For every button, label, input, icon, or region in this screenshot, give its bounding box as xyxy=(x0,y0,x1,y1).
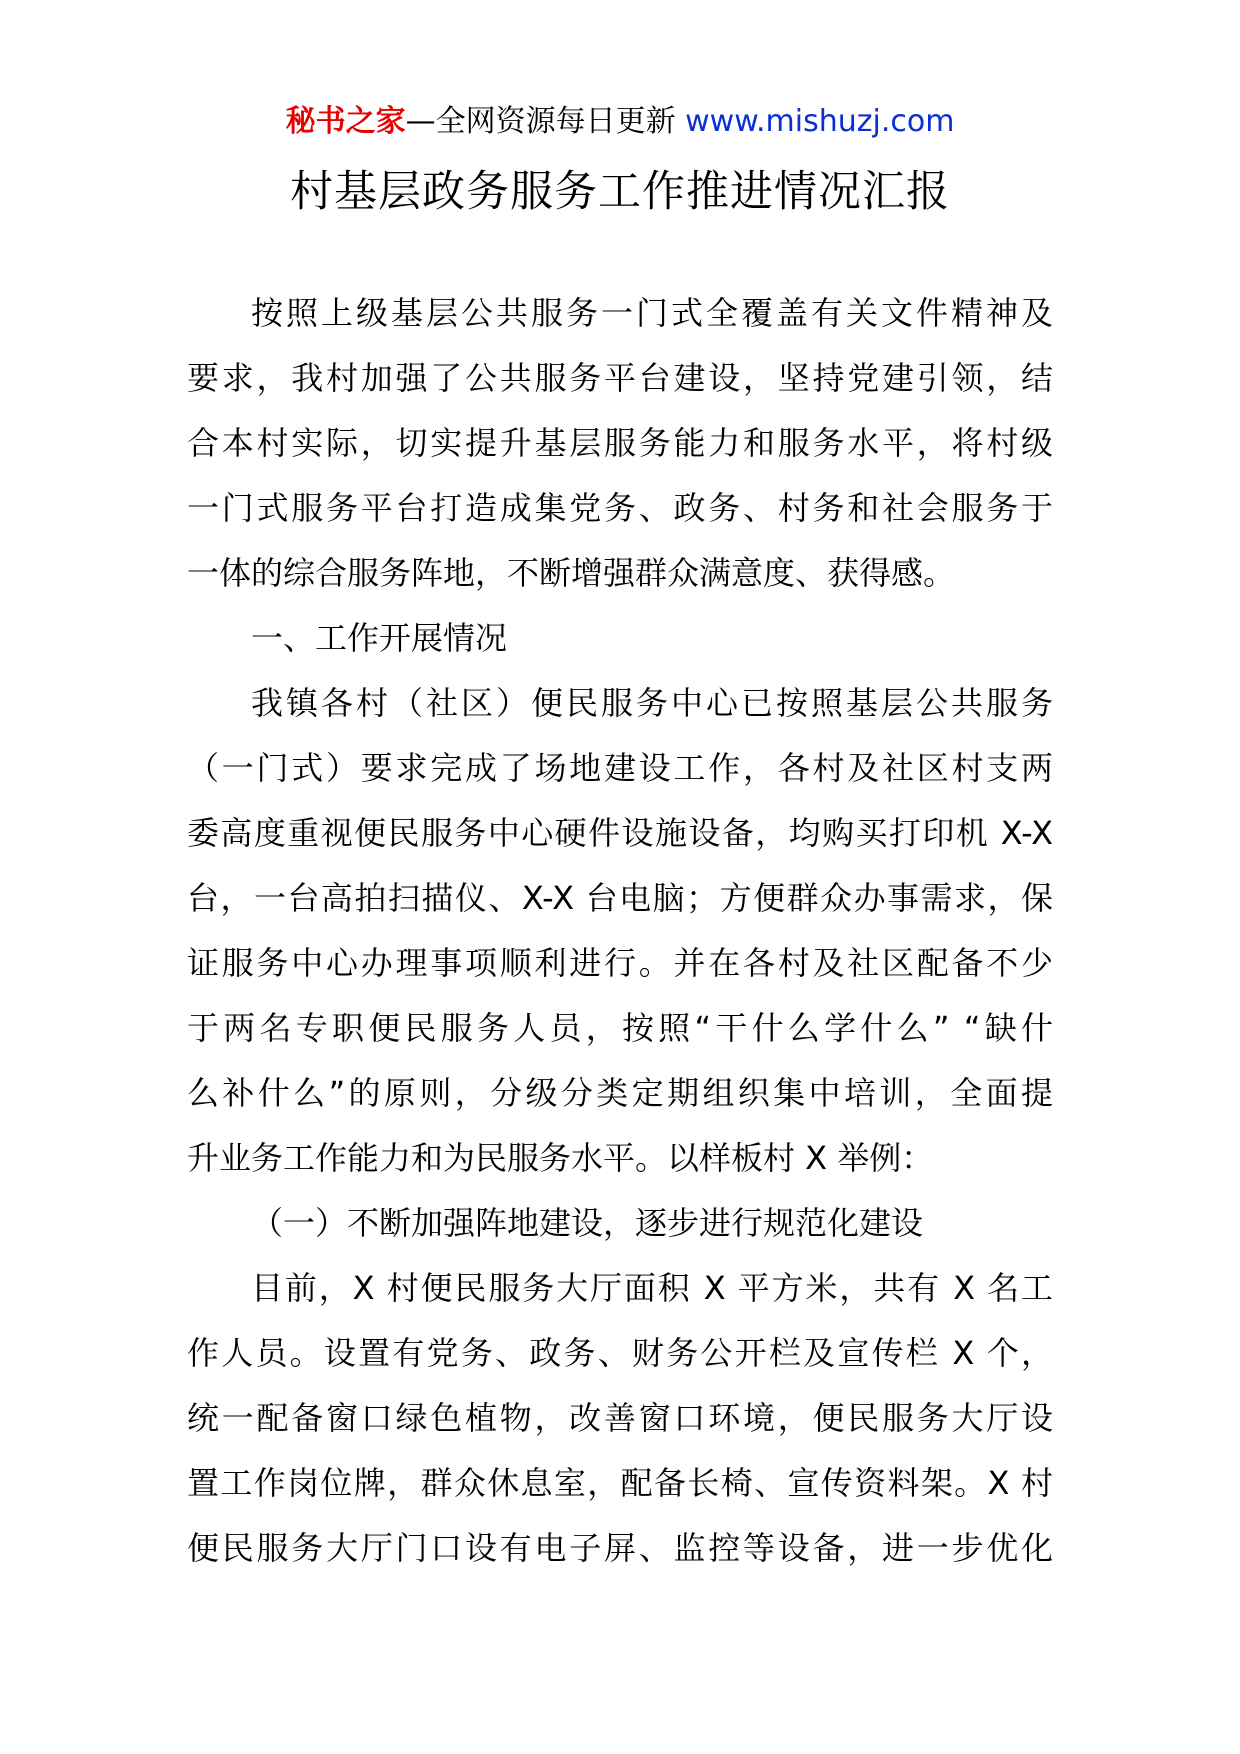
site-url-link[interactable]: www.mishuzj.com xyxy=(685,104,955,139)
site-brand: 秘书之家 xyxy=(285,104,406,139)
paragraph-line: 我镇各村（社区）便民服务中心已按照基层公共服务 xyxy=(251,684,1053,722)
paragraph-line: 要求，我村加强了公共服务平台建设，坚持党建引领，结 xyxy=(187,359,1053,397)
paragraph-line: 合本村实际，切实提升基层服务能力和服务水平，将村级 xyxy=(187,424,1053,462)
paragraph-line: 一门式服务平台打造成集党务、政务、村务和社会服务于 xyxy=(187,489,1053,527)
paragraph-line: 置工作岗位牌，群众休息室，配备长椅、宣传资料架。X 村 xyxy=(187,1464,1053,1502)
paragraph-line: 么补什么”的原则，分级分类定期组织集中培训，全面提 xyxy=(187,1074,1053,1112)
document-body xyxy=(187,292,1053,1592)
paragraph-line: （一门式）要求完成了场地建设工作，各村及社区村支两 xyxy=(187,749,1053,787)
paragraph-line: 台，一台高拍扫描仪、X-X 台电脑；方便群众办事需求，保 xyxy=(187,879,1053,917)
document-title: 村基层政务服务工作推进情况汇报 xyxy=(290,167,950,217)
paragraph-line: 证服务中心办理事项顺利进行。并在各村及社区配备不少 xyxy=(187,944,1053,982)
paragraph-line: 作人员。设置有党务、政务、财务公开栏及宣传栏 X 个， xyxy=(187,1334,1053,1372)
section-heading: 一、工作开展情况 xyxy=(251,619,508,657)
site-slogan: —全网资源每日更新 xyxy=(405,104,686,139)
paragraph-line: 便民服务大厅门口设有电子屏、监控等设备，进一步优化 xyxy=(187,1529,1053,1567)
paragraph-line: 升业务工作能力和为民服务水平。以样板村 X 举例： xyxy=(187,1139,934,1177)
paragraph-line: 按照上级基层公共服务一门式全覆盖有关文件精神及 xyxy=(251,294,1053,332)
paragraph-line: 统一配备窗口绿色植物，改善窗口环境，便民服务大厅设 xyxy=(187,1399,1053,1437)
subsection-heading: （一）不断加强阵地建设，逐步进行规范化建设 xyxy=(251,1204,924,1242)
paragraph-line: 委高度重视便民服务中心硬件设施设备，均购买打印机 X-X xyxy=(187,814,1053,852)
paragraph-line: 目前，X 村便民服务大厅面积 X 平方米，共有 X 名工 xyxy=(251,1269,1053,1307)
paragraph-line: 于两名专职便民服务人员，按照“干什么学什么” “缺什 xyxy=(187,1009,1053,1047)
site-banner xyxy=(0,100,1240,144)
paragraph-line: 一体的综合服务阵地，不断增强群众满意度、获得感。 xyxy=(187,554,956,592)
